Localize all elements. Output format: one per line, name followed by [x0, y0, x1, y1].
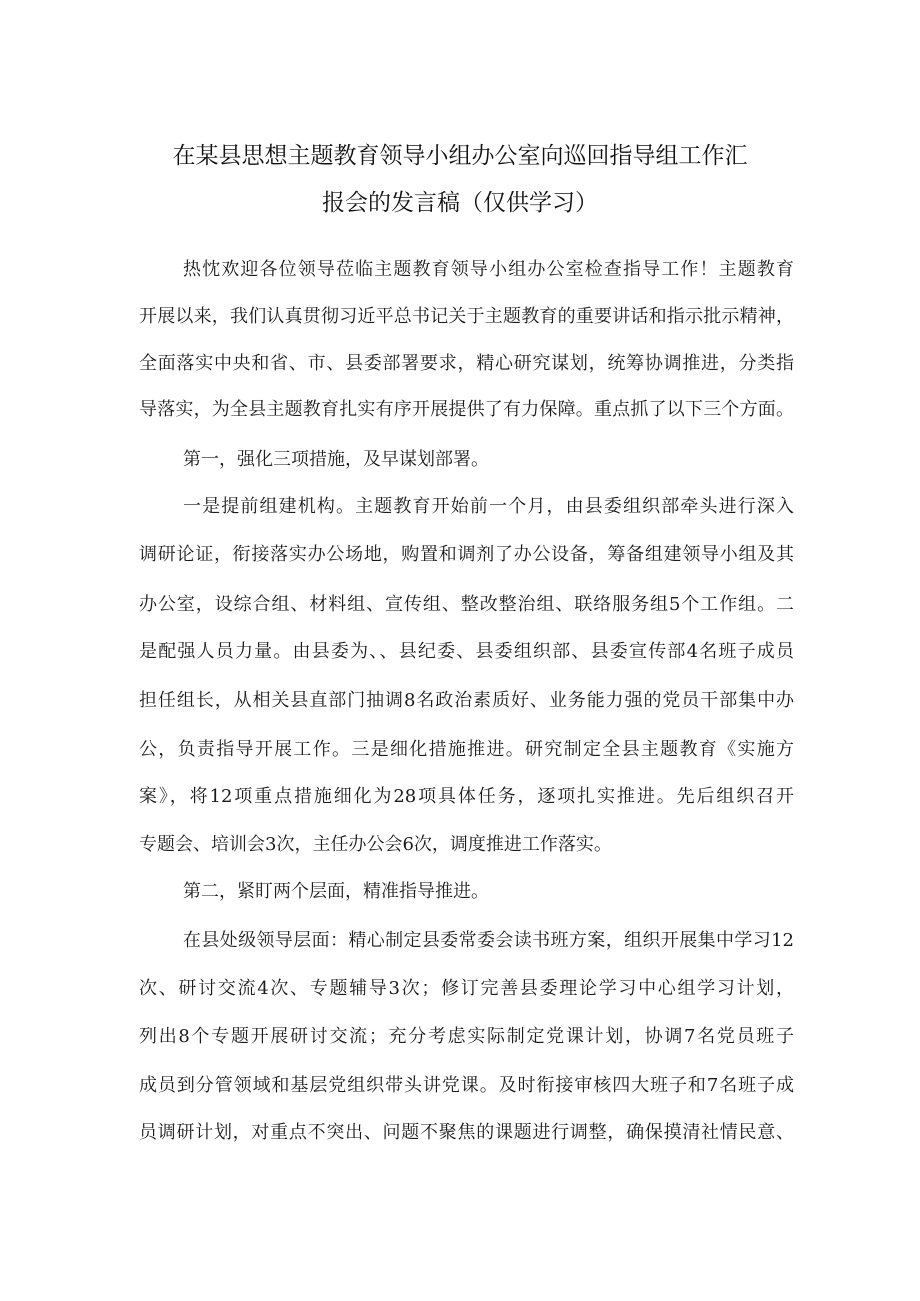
paragraph-line: 一是提前组建机构。主题教育开始前一个月，由县委组织部牵头进行深入 [183, 496, 794, 517]
document-title-line-1: 在某县思想主题教育领导小组办公室向巡回指导组工作汇 [172, 143, 748, 169]
document-title-line-2: 报会的发言稿（仅供学习） [322, 190, 598, 216]
paragraph-line: 办公室，设综合组、材料组、宣传组、整改整治组、联络服务组5个工作组。二 [139, 594, 794, 615]
paragraph-line: 担任组长，从相关县直部门抽调8名政治素质好、业务能力强的党员干部集中办 [139, 690, 794, 711]
paragraph-line: 次、研讨交流4次、专题辅导3次；修订完善县委理论学习中心组学习计划， [139, 978, 794, 999]
paragraph-line: 在县处级领导层面：精心制定县委常委会读书班方案，组织开展集中学习12 [183, 930, 794, 951]
section-heading: 第一，强化三项措施，及早谋划部署。 [183, 449, 489, 470]
section-heading: 第二，紧盯两个层面，精准指导推进。 [183, 881, 489, 902]
paragraph-line: 热忱欢迎各位领导莅临主题教育领导小组办公室检查指导工作！主题教育 [183, 259, 794, 280]
paragraph-line: 导落实，为全县主题教育扎实有序开展提供了有力保障。重点抓了以下三个方面。 [139, 399, 794, 420]
paragraph-line: 调研论证，衔接落实办公场地，购置和调剂了办公设备，筹备组建领导小组及其 [139, 544, 794, 565]
paragraph-line: 案》，将12项重点措施细化为28项具体任务，逐项扎实推进。先后组织召开 [139, 786, 794, 807]
paragraph-line: 全面落实中央和省、市、县委部署要求，精心研究谋划，统筹协调推进，分类指 [139, 353, 794, 374]
paragraph-line: 成员到分管领域和基层党组织带头讲党课。及时衔接审核四大班子和7名班子成 [139, 1075, 794, 1096]
paragraph-line: 员调研计划，对重点不突出、问题不聚焦的课题进行调整，确保摸清社情民意、 [139, 1122, 794, 1143]
paragraph-line: 开展以来，我们认真贯彻习近平总书记关于主题教育的重要讲话和指示批示精神， [139, 306, 794, 327]
paragraph-line: 是配强人员力量。由县委为、、县纪委、县委组织部、县委宣传部4名班子成员 [139, 641, 794, 662]
paragraph-line: 公，负责指导开展工作。三是细化措施推进。研究制定全县主题教育《实施方 [139, 739, 794, 760]
paragraph-line: 专题会、培训会3次，主任办公会6次，调度推进工作落实。 [139, 834, 612, 855]
paragraph-line: 列出8个专题开展研讨交流；充分考虑实际制定党课计划，协调7名党员班子 [139, 1026, 794, 1047]
